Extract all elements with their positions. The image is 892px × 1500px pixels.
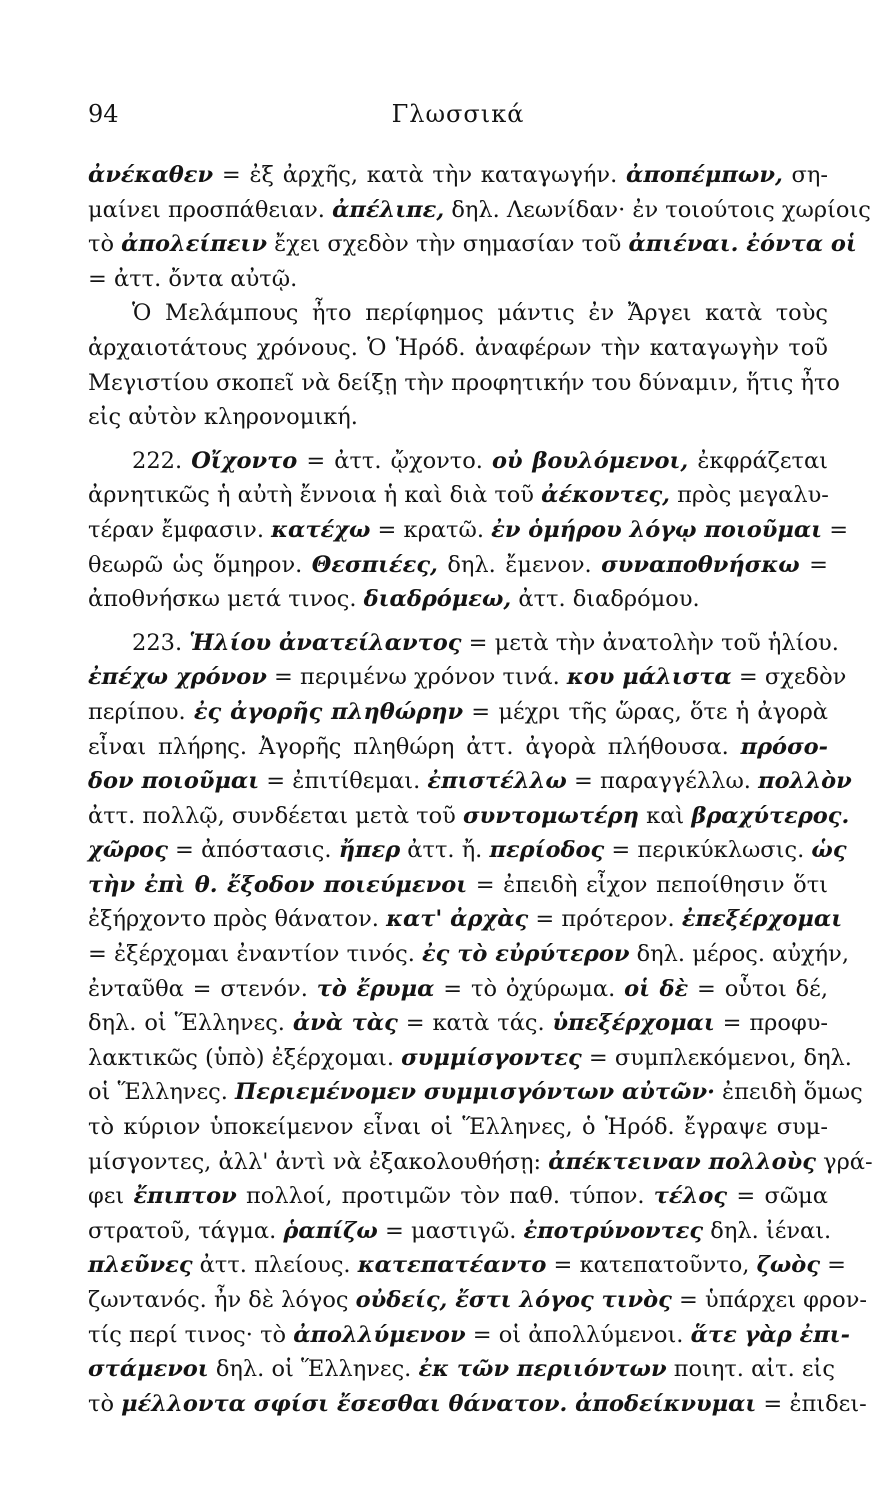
gloss-text: δηλ. ἰέναι. bbox=[703, 1217, 832, 1244]
text-line bbox=[88, 1283, 867, 1318]
gloss-text: = σῶμα bbox=[727, 1183, 828, 1210]
text-line bbox=[88, 227, 857, 262]
gloss-text: = ἐπειδὴ εἶχον πεποίθησιν ὅτι bbox=[467, 871, 828, 898]
gloss-text: 222. bbox=[132, 447, 192, 474]
text-line bbox=[88, 730, 828, 765]
headword: συναποθνήσκω bbox=[601, 551, 800, 578]
gloss-text: ἐκφράζεται bbox=[688, 447, 828, 474]
headword: τὴν ἐπὶ θ. ἔξοδον ποιεύμενοι bbox=[88, 871, 468, 898]
headword: οὐδείς, ἔστι λόγος τινὸς bbox=[355, 1287, 672, 1313]
text-line bbox=[88, 1352, 835, 1387]
gloss-text: = περιμένω χρόνον τινά. bbox=[266, 664, 567, 691]
gloss-text: = πρότερον. bbox=[528, 906, 682, 933]
headword: χῶρος bbox=[88, 837, 168, 864]
text-line bbox=[88, 1318, 850, 1353]
gloss-text: δηλ. ἔμενον. bbox=[437, 551, 602, 578]
headword: κου μάλιστα bbox=[566, 664, 732, 691]
headword: κατεπατέαντο bbox=[357, 1252, 547, 1279]
gloss-text: = σχεδὸν bbox=[731, 664, 847, 691]
gloss-text: = ἐπιδει- bbox=[756, 1390, 867, 1417]
gloss-text: ἀττ. διαδρόμου. bbox=[511, 586, 700, 613]
headword: ζωὸς bbox=[756, 1252, 821, 1279]
gloss-text: = κρατῶ. bbox=[370, 516, 492, 543]
text-line bbox=[88, 660, 847, 695]
gloss-text: Μεγιστίου σκοπεῖ νὰ δείξῃ τὴν προφητικήν του δύναμιν, ἥτις ἦτο bbox=[88, 369, 840, 396]
text-line bbox=[88, 444, 828, 479]
headword: ἐπεξέρχομαι bbox=[681, 906, 843, 933]
gloss-text: ἀττ. πλείους. bbox=[192, 1252, 358, 1279]
headword: κατέχω bbox=[271, 516, 371, 543]
headword: ἀποπέμπων, bbox=[626, 162, 783, 188]
gloss-text: δηλ. οἱ Ἕλληνες. bbox=[88, 1010, 293, 1037]
text-line bbox=[88, 868, 828, 903]
gloss-text: ἐνταῦθα = στενόν. bbox=[88, 975, 317, 1002]
gloss-text: = bbox=[822, 516, 849, 543]
gloss-text: = ἐξέρχομαι ἐναντίον τινός. bbox=[88, 941, 422, 968]
headword: ἀπέλιπε, bbox=[332, 196, 445, 223]
text-line bbox=[88, 513, 849, 548]
text-line bbox=[88, 626, 839, 661]
headword: Περιεμένομεν συμμισγόντων αὐτῶν· bbox=[235, 1079, 715, 1106]
text-line bbox=[88, 366, 840, 401]
gloss-text: ἀρχαιοτάτους χρόνους. Ὁ Ἡρόδ. ἀναφέρων τὴν καταγωγὴν τοῦ bbox=[88, 334, 828, 361]
gloss-text: μαίνει προσπάθειαν. bbox=[88, 196, 333, 223]
headword: ἀέκοντες, bbox=[541, 482, 670, 509]
gloss-text: ἐξήρχοντο πρὸς θάνατον. bbox=[88, 906, 387, 933]
page-number: 94 bbox=[88, 100, 119, 128]
headword: ἀπολλύμενον bbox=[293, 1321, 466, 1348]
headword: ἀνὰ τὰς bbox=[292, 1010, 398, 1037]
running-title: Γλωσσικά bbox=[391, 100, 525, 128]
text-line bbox=[88, 1075, 863, 1110]
headword: ἀπέκτειναν πολλοὺς bbox=[548, 1148, 816, 1175]
text-line bbox=[88, 1387, 867, 1422]
headword: ἐκ τῶν περιιόντων bbox=[418, 1356, 667, 1383]
headword: στάμενοι bbox=[88, 1356, 209, 1383]
gloss-text: Ὁ Μελάμπους ἦτο περίφημος μάντις ἐν Ἄργει κατὰ τοὺς bbox=[132, 300, 828, 327]
gloss-text: καὶ bbox=[639, 802, 692, 829]
text-line bbox=[88, 764, 852, 799]
gloss-text: = οἱ ἀπολλύμενοι. bbox=[465, 1321, 691, 1348]
headword: συντομωτέρη bbox=[463, 802, 639, 829]
headword: ἔπιπτον bbox=[133, 1183, 237, 1210]
headword: ἐς τὸ εὐρύτερον bbox=[422, 941, 630, 968]
headword: ἤπερ bbox=[338, 837, 401, 864]
gloss-text: = ἀττ. ᾤχοντο. bbox=[297, 447, 493, 474]
gloss-text: τίς περί τινος· τὸ bbox=[88, 1321, 294, 1348]
gloss-text: θεωρῶ ὡς ὅμηρον. bbox=[88, 551, 312, 578]
gloss-text: λακτικῶς (ὑπὸ) ἐξέρχομαι. bbox=[88, 1044, 402, 1071]
headword: ῥαπίζω bbox=[283, 1217, 378, 1244]
gloss-text: πρὸς μεγαλυ- bbox=[669, 482, 829, 509]
headword: τέλος bbox=[653, 1183, 728, 1210]
text-line bbox=[88, 1006, 828, 1041]
text-line bbox=[88, 582, 828, 617]
page-header bbox=[88, 100, 828, 140]
text-line bbox=[88, 296, 828, 331]
text-line bbox=[88, 548, 828, 583]
gloss-text: πολλοί, προτιμῶν τὸν παθ. τύπον. bbox=[236, 1183, 654, 1210]
text-line bbox=[88, 937, 849, 972]
gloss-text: τὸ bbox=[88, 1390, 122, 1417]
gloss-text: τὸ bbox=[88, 231, 122, 258]
text-line bbox=[88, 158, 828, 193]
text-line bbox=[88, 1248, 847, 1283]
headword: περίοδος bbox=[489, 837, 605, 864]
headword: ὡς bbox=[811, 837, 847, 864]
headword: πρόσο- bbox=[740, 733, 828, 760]
gloss-text: γρά- bbox=[815, 1148, 873, 1175]
gloss-text: = ἐξ ἀρχῆς, κατὰ τὴν καταγωγήν. bbox=[213, 162, 627, 188]
gloss-text: = bbox=[820, 1252, 847, 1279]
gloss-text: περίπου. bbox=[88, 698, 194, 725]
headword: κατ' ἀρχὰς bbox=[386, 906, 529, 933]
gloss-text: εἶναι πλήρης. Ἀγορῆς πληθώρη ἀττ. ἀγορὰ πλήθουσα. bbox=[88, 733, 741, 760]
gloss-text: τέραν ἔμφασιν. bbox=[88, 516, 272, 543]
gloss-text: ἔχει σχεδὸν τὴν σημασίαν τοῦ bbox=[266, 231, 629, 258]
text-line bbox=[88, 1179, 828, 1214]
text-line bbox=[88, 400, 828, 435]
gloss-text: δηλ. οἱ Ἕλληνες. bbox=[208, 1356, 419, 1383]
headword: ἐς ἀγορῆς πληθώρην bbox=[193, 698, 464, 725]
headword: μέλλοντα σφίσι ἔσεσθαι θάνατον. ἀποδείκνυμαι bbox=[121, 1390, 757, 1417]
headword: τὸ ἔρυμα bbox=[316, 975, 435, 1002]
gloss-text: δηλ. Λεωνίδαν· ἐν τοιούτοις χωρίοις bbox=[444, 196, 871, 223]
text-line bbox=[88, 972, 828, 1007]
headword: Θεσπιέες, bbox=[311, 551, 438, 578]
text-line bbox=[88, 478, 828, 513]
gloss-text: ἀττ. πολλῷ, συνδέεται μετὰ τοῦ bbox=[88, 802, 463, 829]
gloss-text: = ἀπόστασις. bbox=[167, 837, 339, 864]
headword: Οἴχοντο bbox=[191, 447, 298, 474]
gloss-text: ἀρνητικῶς ἡ αὐτὴ ἔννοια ἡ καὶ διὰ τοῦ bbox=[88, 482, 542, 509]
gloss-text: ζωντανός. ἦν δὲ λόγος bbox=[88, 1287, 356, 1313]
headword: οἱ δὲ bbox=[624, 975, 689, 1002]
headword: πλεῦνες bbox=[88, 1252, 193, 1279]
text-line bbox=[88, 902, 843, 937]
gloss-text: μίσγοντες, ἀλλ' ἀντὶ νὰ ἐξακολουθήσῃ: bbox=[88, 1148, 549, 1175]
gloss-text: ἀποθνήσκω μετά τινος. bbox=[88, 586, 364, 613]
headword: ὑπεξέρχομαι bbox=[552, 1010, 715, 1037]
text-line bbox=[88, 695, 828, 730]
gloss-text: 223. bbox=[132, 629, 190, 656]
gloss-text: = κατεπατοῦντο, bbox=[546, 1252, 757, 1279]
gloss-text: ἐπειδὴ ὅμως bbox=[714, 1079, 863, 1106]
gloss-text: = κατὰ τάς. bbox=[397, 1010, 553, 1037]
headword: συμμίσγοντες bbox=[401, 1044, 582, 1071]
headword: οὐ βουλόμενοι, bbox=[492, 447, 689, 474]
gloss-text: = περικύκλωσις. bbox=[604, 837, 812, 864]
gloss-text: = μετὰ τὴν ἀνατολὴν τοῦ ἡλίου. bbox=[461, 629, 839, 656]
gloss-text: = ὑπάρχει φρον- bbox=[671, 1287, 867, 1313]
text-line bbox=[88, 1110, 828, 1145]
gloss-text: ποιητ. αἰτ. εἰς bbox=[666, 1356, 835, 1383]
headword: πολλὸν bbox=[758, 768, 852, 795]
gloss-text: οἱ Ἕλληνες. bbox=[88, 1079, 236, 1106]
text-line bbox=[88, 833, 847, 868]
gloss-text: δηλ. μέρος. αὐχήν, bbox=[629, 941, 849, 968]
gloss-text: φει bbox=[88, 1183, 134, 1210]
headword: βραχύτερος. bbox=[691, 802, 850, 829]
text-line bbox=[88, 262, 828, 297]
gloss-text: = ἐπιτίθεμαι. bbox=[259, 768, 428, 795]
text-line bbox=[88, 1041, 852, 1076]
headword: ἅτε γὰρ ἐπι- bbox=[690, 1321, 850, 1348]
headword: Ἡλίου ἀνατείλαντος bbox=[189, 629, 462, 656]
headword: ἐπιστέλλω bbox=[427, 768, 567, 795]
text-line bbox=[88, 799, 850, 834]
text-line bbox=[88, 193, 871, 228]
headword: ἀνέκαθεν bbox=[88, 162, 214, 188]
text-line bbox=[88, 331, 828, 366]
gloss-text: = προφυ- bbox=[714, 1010, 828, 1037]
text-line bbox=[88, 1145, 873, 1180]
gloss-text: = bbox=[799, 551, 828, 578]
gloss-text: = παραγγέλλω. bbox=[566, 768, 759, 795]
gloss-text: εἰς αὐτὸν κληρονομική. bbox=[88, 404, 358, 431]
gloss-text: = ἀττ. ὄντα αὐτῷ. bbox=[88, 265, 298, 292]
headword: ἀπιέναι. ἐόντα οἱ bbox=[628, 231, 857, 258]
gloss-text: = μέχρι τῆς ὥρας, ὅτε ἡ ἀγορὰ bbox=[463, 698, 829, 725]
headword: διαδρόμεω, bbox=[363, 586, 512, 613]
headword: δον ποιοῦμαι bbox=[88, 768, 260, 795]
headword: ἀπολείπειν bbox=[121, 231, 267, 258]
headword: ἐποτρύνοντες bbox=[523, 1217, 704, 1244]
headword: ἐπέχω χρόνον bbox=[88, 664, 267, 691]
gloss-text: = οὗτοι δέ, bbox=[688, 975, 828, 1002]
text-body bbox=[88, 158, 873, 1421]
gloss-text: = μαστιγῶ. bbox=[377, 1217, 524, 1244]
gloss-text: τὸ κύριον ὑποκείμενον εἶναι οἱ Ἕλληνες, ὁ Ἡρόδ. ἔγραψε συμ- bbox=[88, 1114, 828, 1141]
gloss-text: = τὸ ὀχύρωμα. bbox=[434, 975, 625, 1002]
headword: ἐν ὁμήρου λόγῳ ποιοῦμαι bbox=[491, 516, 823, 543]
gloss-text: = συμπλεκόμενοι, δηλ. bbox=[581, 1044, 852, 1071]
gloss-text: στρατοῦ, τάγμα. bbox=[88, 1217, 284, 1244]
gloss-text: ἀττ. ἤ. bbox=[400, 837, 490, 864]
gloss-text: ση- bbox=[782, 162, 828, 188]
text-line bbox=[88, 1214, 832, 1249]
